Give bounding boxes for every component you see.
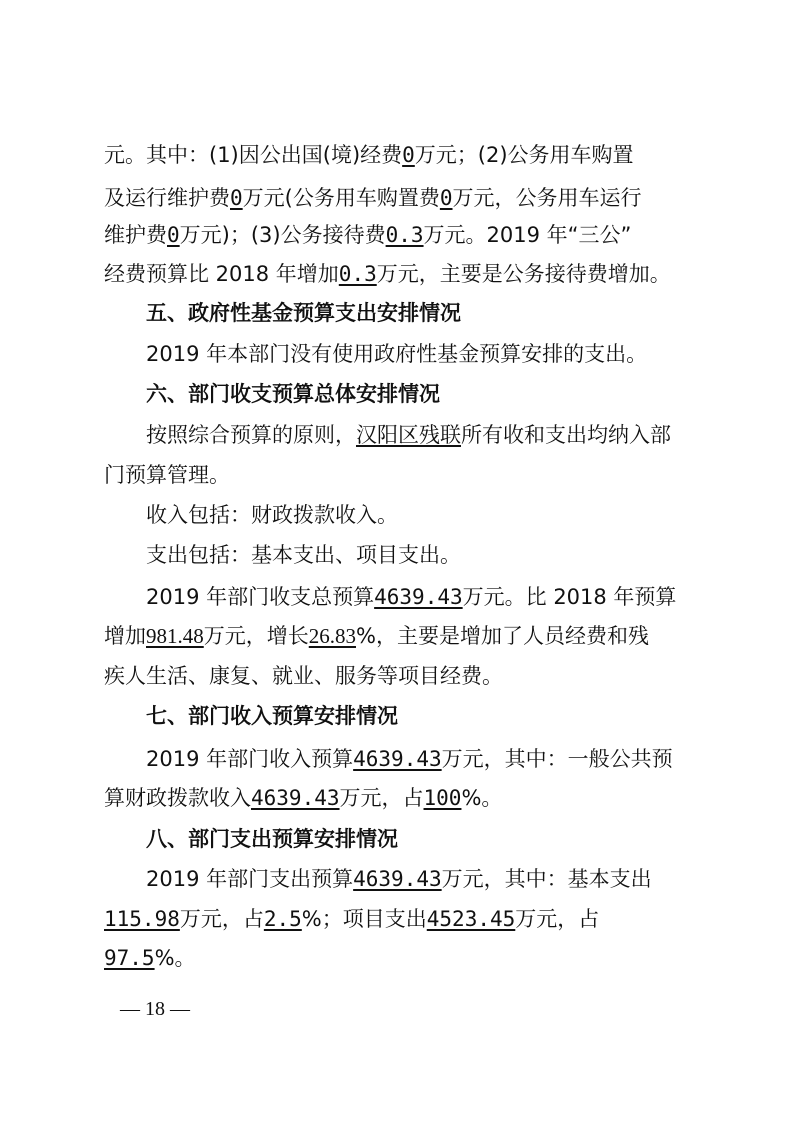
text: 万元；(2)公务用车购置 — [414, 143, 634, 167]
text: %；项目支出 — [301, 907, 427, 931]
text: 增加 — [104, 624, 146, 648]
paragraph-line — [104, 938, 196, 978]
section-heading: 五、政府性基金预算支出安排情况 — [146, 301, 461, 325]
section-heading: 七、部门收入预算安排情况 — [146, 704, 398, 728]
amount: 26.83 — [308, 624, 356, 648]
section-heading: 八、部门支出预算安排情况 — [146, 827, 398, 851]
text: 元。其中：(1)因公出国(境)经费 — [104, 143, 403, 167]
text: 及运行维护费 — [104, 186, 230, 210]
section-heading: 六、部门收支预算总体安排情况 — [146, 382, 440, 406]
paragraph-line — [146, 859, 652, 899]
text: 万元，其中：基本支出 — [441, 867, 652, 891]
amount: 0 — [439, 186, 453, 210]
amount: 4639.43 — [374, 585, 463, 609]
text: 经费预算比 2018 年增加 — [104, 262, 339, 286]
text: 按照综合预算的原则， — [146, 423, 356, 447]
amount: 115.98 — [104, 907, 180, 931]
paragraph-line — [104, 899, 599, 939]
paragraph-line: 2019 年本部门没有使用政府性基金预算安排的支出。 — [146, 342, 648, 366]
paragraph-line — [104, 616, 649, 656]
text: 万元，增长 — [203, 624, 309, 648]
text: 万元，公务用车运行 — [452, 186, 642, 210]
amount: 4639.43 — [353, 747, 442, 771]
paragraph-line — [104, 778, 502, 818]
paragraph-line: 门预算管理。 — [104, 463, 230, 487]
text: %。 — [461, 786, 503, 810]
paragraph-line — [146, 577, 676, 617]
text: 万元)；(3)公务接待费 — [179, 223, 386, 247]
paragraph-line: 支出包括：基本支出、项目支出。 — [146, 543, 461, 567]
amount: 0 — [402, 143, 415, 167]
text: 万元。2019 年“三公” — [423, 223, 632, 247]
amount: 4523.45 — [426, 907, 516, 931]
paragraph-line — [104, 215, 631, 255]
text: 万元(公务用车购置费 — [242, 186, 440, 210]
text: 万元，占 — [339, 786, 424, 810]
text: 算财政拨款收入 — [104, 786, 251, 810]
text: 所有收和支出均纳入部 — [461, 423, 671, 447]
amount: 0.3 — [385, 223, 424, 247]
text: 万元，占 — [515, 907, 600, 931]
percentage: 97.5 — [104, 946, 155, 970]
amount: 0 — [167, 223, 180, 247]
text: %。 — [154, 946, 196, 970]
percentage: 100 — [423, 786, 462, 810]
text: 2019 年部门收支总预算 — [146, 585, 375, 609]
paragraph-line: 疾人生活、康复、就业、服务等项目经费。 — [104, 664, 503, 688]
paragraph-line — [104, 178, 642, 218]
amount: 981.48 — [146, 624, 204, 648]
paragraph-line: 收入包括：财政拨款收入。 — [146, 503, 398, 527]
page-number: — 18 — — [120, 998, 190, 1020]
amount: 4639.43 — [251, 786, 340, 810]
organization-name: 汉阳区残联 — [356, 423, 461, 447]
text: 万元，主要是公务接待费增加。 — [376, 262, 671, 286]
text: 2019 年部门支出预算 — [146, 867, 354, 891]
paragraph-line — [146, 739, 673, 779]
text: 2019 年部门收入预算 — [146, 747, 354, 771]
percentage: 2.5 — [263, 907, 302, 931]
text: 万元，其中：一般公共预 — [441, 747, 673, 771]
paragraph-line — [146, 415, 671, 455]
amount: 4639.43 — [353, 867, 442, 891]
text: 维护费 — [104, 223, 167, 247]
text: 万元，占 — [179, 907, 264, 931]
paragraph-line — [104, 135, 634, 175]
paragraph-line — [104, 254, 671, 294]
amount: 0.3 — [338, 262, 377, 286]
text: %，主要是增加了人员经费和残 — [356, 624, 649, 648]
text: 万元。比 2018 年预算 — [462, 585, 677, 609]
amount: 0 — [230, 186, 243, 210]
